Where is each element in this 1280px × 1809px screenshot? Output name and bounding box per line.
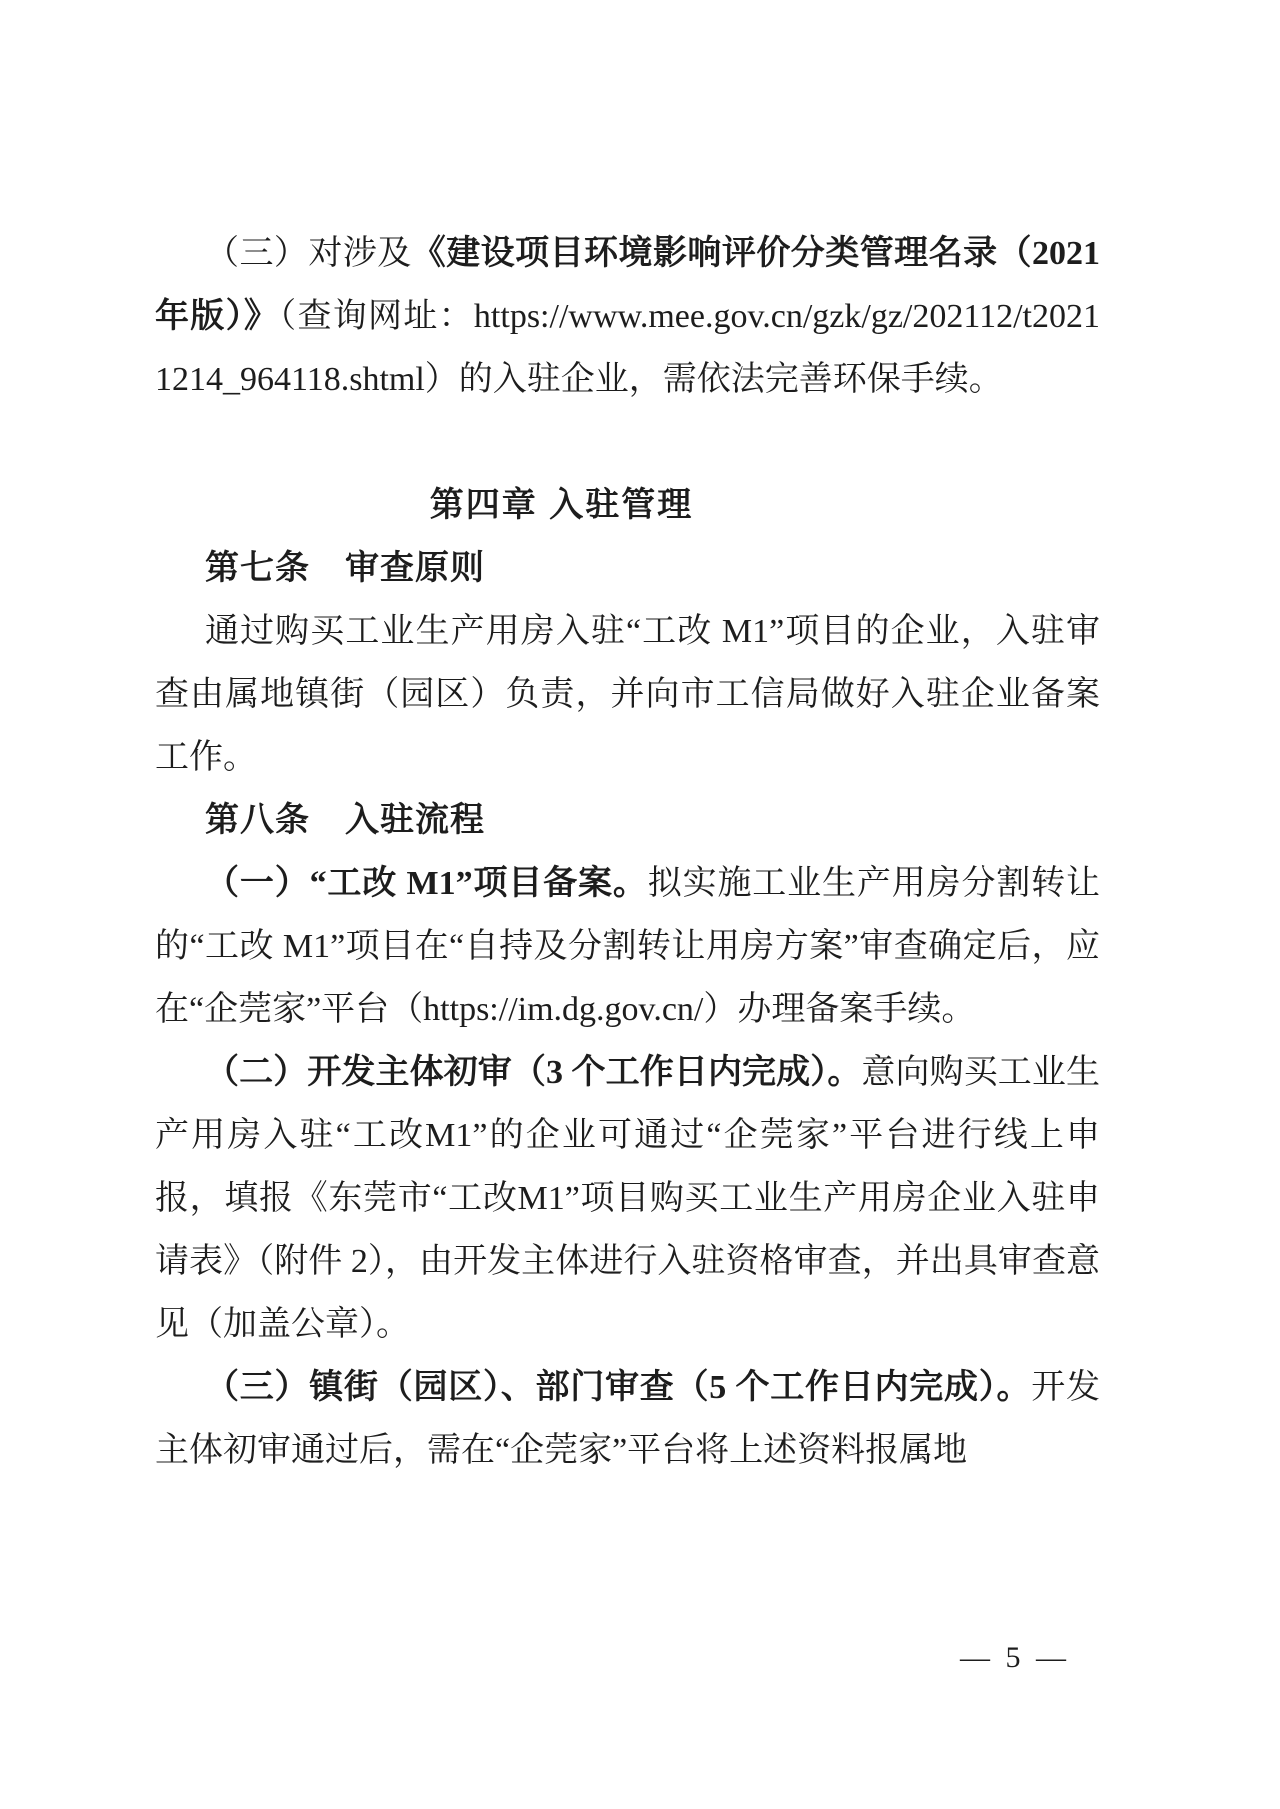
paragraph-env-catalog: [155, 222, 1100, 411]
document-body: [155, 222, 1100, 1482]
item-three-lead: （三）镇街（园区）、部门审查（5 个工作日内完成）。: [205, 1369, 1032, 1406]
env-catalog-pre-text: （三）对涉及: [205, 235, 412, 272]
item-one-text: 拟实施工业生产用房分割转让的“工改 M1”项目在“自持及分割转让用房方案”审查确定后，应在“企莞家”平台（https://im.dg.gov.cn/）办理备案手续。: [155, 865, 1101, 1028]
env-catalog-title: 《建设项目环境影响评价分类管理名录（2021 年版）》: [155, 235, 1100, 335]
article-eight-item-one: [155, 852, 1100, 1041]
env-catalog-post-text: （查询网址：https://www.mee.gov.cn/gzk/gz/202112/t20211214_964118.shtml）的入驻企业，需依法完善环保手续。: [155, 298, 1101, 398]
article-eight-item-three: [155, 1356, 1100, 1482]
article-seven-heading: 第七条 审查原则: [205, 549, 485, 587]
article-seven-body: 通过购买工业生产用房入驻“工改 M1”项目的企业，入驻审查由属地镇街（园区）负责，并向市工信局做好入驻企业备案工作。: [155, 613, 1100, 776]
item-two-text: 意向购买工业生产用房入驻“工改M1”的企业可通过“企莞家”平台进行线上申报，填报《东莞市“工改M1”项目购买工业生产用房企业入驻申请表》（附件 2），由开发主体进行入驻资格审查，并出具审查意见（加盖公章）。: [155, 1054, 1100, 1343]
page-number: — 5 —: [960, 1641, 1070, 1674]
chapter-four-heading: 第四章 入驻管理: [429, 486, 694, 524]
article-eight-item-two: [155, 1041, 1100, 1356]
item-two-lead: （二）开发主体初审（3 个工作日内完成）。: [205, 1054, 862, 1091]
item-one-lead: （一）“工改 M1”项目备案。: [205, 865, 648, 902]
article-eight-heading: 第八条 入驻流程: [205, 801, 485, 839]
item-three-text: 开发主体初审通过后，需在“企莞家”平台将上述资料报属地: [155, 1369, 1100, 1469]
